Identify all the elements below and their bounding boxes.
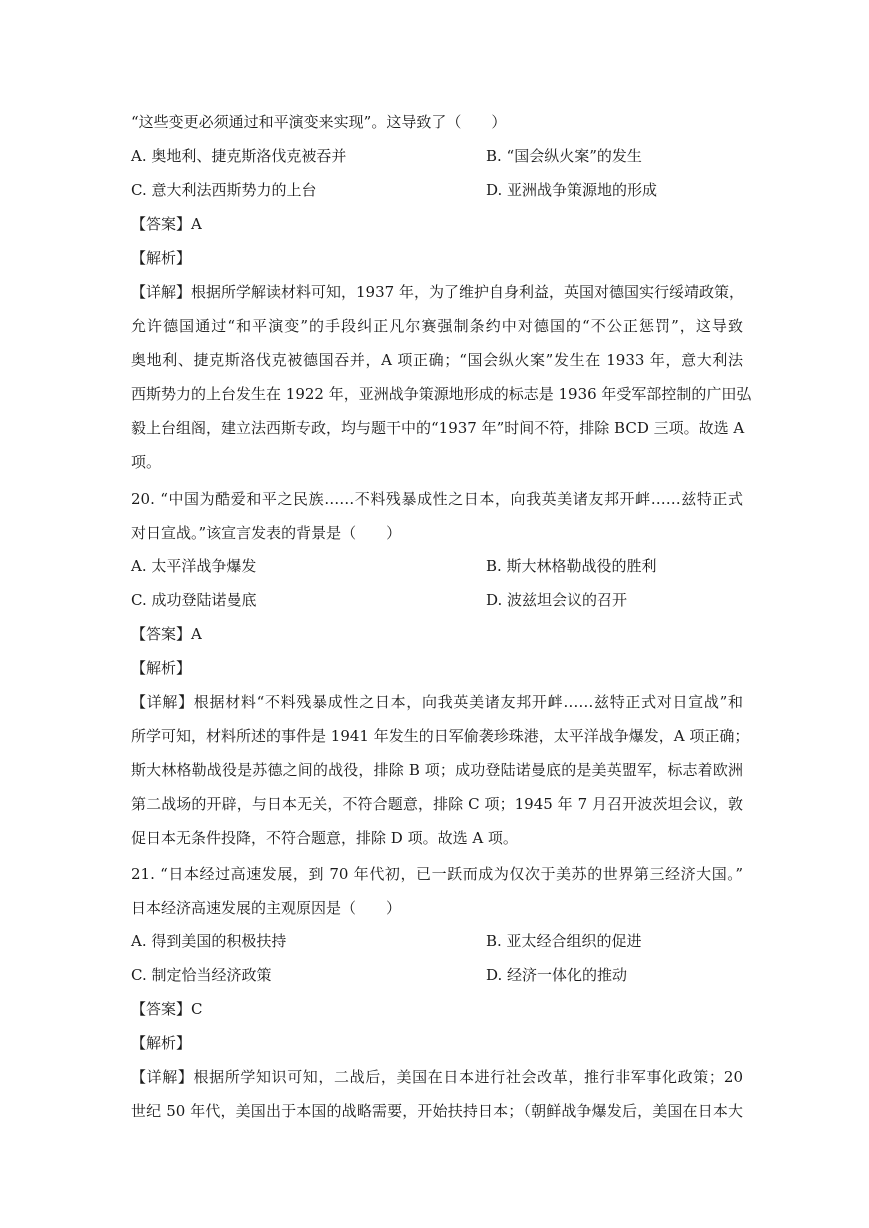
- q19-detail: [131, 275, 752, 479]
- q20-option-a: A. 太平洋战争爆发: [131, 557, 257, 575]
- q20-analysis-label: 【解析】: [131, 659, 192, 677]
- q21-detail-line: 【详解】根据所学知识可知，二战后，美国在日本进行社会改革，推行非军事化政策；20: [131, 1068, 743, 1086]
- q19-detail-line: 西斯势力的上台发生在 1922 年，亚洲战争策源地形成的标志是 1936 年受军部控制的广田弘: [131, 385, 752, 403]
- q19-option-a: A. 奥地利、捷克斯洛伐克被吞并: [131, 147, 347, 165]
- q19-detail-line: 【详解】根据所学解读材料可知，1937 年，为了维护自身利益，英国对德国实行绥靖政策，: [131, 283, 744, 301]
- q20-option-b: B. 斯大林格勒战役的胜利: [486, 557, 657, 575]
- q20-stem-line: 20. “中国为酷爱和平之民族……不料残暴成性之日本，向我英美诸友邦开衅……兹特正式: [131, 490, 743, 508]
- q20-stem-line: 对日宣战。”该宣言发表的背景是（ ）: [131, 524, 402, 542]
- q19-detail-line: 毅上台组阁，建立法西斯专政，均与题干中的“1937 年”时间不符，排除 BCD 三项。故选 A: [131, 419, 745, 437]
- q20-answer: 【答案】A: [131, 625, 202, 643]
- q19-option-c: C. 意大利法西斯势力的上台: [131, 181, 317, 199]
- q20-detail-line: 所学可知，材料所述的事件是 1941 年发生的日军偷袭珍珠港，太平洋战争爆发，A 项正确；: [131, 727, 750, 745]
- q21-detail: [131, 1060, 743, 1128]
- q20-detail-line: 斯大林格勒战役是苏德之间的战役，排除 B 项；成功登陆诺曼底的是美英盟军，标志着欧洲: [131, 761, 743, 779]
- q21-option-c: C. 制定恰当经济政策: [131, 966, 272, 984]
- q21-option-b: B. 亚太经合组织的促进: [486, 932, 642, 950]
- q21-stem: [131, 857, 743, 925]
- q19-option-b: B. “国会纵火案”的发生: [486, 147, 642, 165]
- q21-option-d: D. 经济一体化的推动: [486, 966, 628, 984]
- q19-analysis-label: 【解析】: [131, 249, 192, 267]
- q19-option-d: D. 亚洲战争策源地的形成: [486, 181, 658, 199]
- q20-stem: [131, 482, 743, 550]
- q21-stem-line: 21. “日本经过高速发展，到 70 年代初，已一跃而成为仅次于美苏的世界第三经济大国。”: [131, 865, 743, 883]
- q19-stem-tail: “这些变更必须通过和平演变来实现”。这导致了（ ）: [131, 113, 507, 131]
- q19-answer: 【答案】A: [131, 215, 202, 233]
- q21-option-a: A. 得到美国的积极扶持: [131, 932, 287, 950]
- q21-answer: 【答案】C: [131, 1000, 203, 1018]
- q20-option-c: C. 成功登陆诺曼底: [131, 591, 257, 609]
- q21-stem-line: 日本经济高速发展的主观原因是（ ）: [131, 899, 402, 917]
- q20-option-d: D. 波兹坦会议的召开: [486, 591, 628, 609]
- q19-detail-line: 允许德国通过“和平演变”的手段纠正凡尔赛强制条约中对德国的“不公正惩罚”，这导致: [131, 317, 743, 335]
- q21-analysis-label: 【解析】: [131, 1034, 192, 1052]
- q19-detail-line: 项。: [131, 453, 162, 471]
- q20-detail-line: 【详解】根据材料“不料残暴成性之日本，向我英美诸友邦开衅……兹特正式对日宣战”和: [131, 693, 743, 711]
- q20-detail: [131, 685, 750, 855]
- q21-detail-line: 世纪 50 年代，美国出于本国的战略需要，开始扶持日本；（朝鲜战争爆发后，美国在日本大: [131, 1102, 743, 1120]
- q19-detail-line: 奥地利、捷克斯洛伐克被德国吞并，A 项正确；“国会纵火案”发生在 1933 年，意大利法: [131, 351, 743, 369]
- q20-detail-line: 第二战场的开辟，与日本无关，不符合题意，排除 C 项；1945 年 7 月召开波茨坦会议，敦: [131, 795, 743, 813]
- q20-detail-line: 促日本无条件投降，不符合题意，排除 D 项。故选 A 项。: [131, 829, 518, 847]
